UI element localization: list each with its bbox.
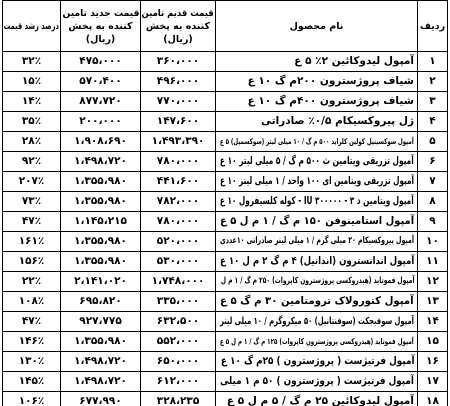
- product-name-cell: [216, 232, 417, 251]
- new-price-text: ۸۷۷،۷۲۰: [79, 95, 122, 107]
- price-growth-text: ۱۴۵٪: [18, 375, 45, 387]
- new-price-text: ۱،۴۹۸،۷۲۰: [74, 355, 127, 367]
- product-name-cell: [216, 92, 417, 111]
- row-number-text: ۹: [429, 215, 436, 227]
- row-number-cell: [418, 312, 447, 331]
- price-growth-text: ۱۰۸٪: [18, 295, 45, 307]
- header-new-price-unit: (ریال): [85, 33, 116, 45]
- row-number-cell: [418, 152, 447, 171]
- header-product-name-label: نام محصول: [289, 20, 344, 32]
- product-name-cell: [216, 52, 417, 71]
- header-price-growth: [3, 1, 60, 51]
- new-price-text: ۱،۹۰۸،۶۹۰: [74, 135, 127, 147]
- price-growth-cell: [3, 112, 60, 131]
- price-growth-text: ۴۷٪: [21, 215, 42, 227]
- product-name-cell: [216, 192, 417, 211]
- row-number-text: ۴: [429, 115, 436, 127]
- old-price-cell: [141, 172, 215, 191]
- old-price-cell: [141, 232, 215, 251]
- price-growth-text: ۱۴۶٪: [18, 335, 45, 347]
- row-number-text: ۵: [429, 135, 436, 147]
- old-price-cell: [141, 292, 215, 311]
- header-new-price-line: کننده به پخش: [68, 20, 133, 32]
- price-growth-cell: [3, 312, 60, 331]
- product-name-cell: [216, 172, 417, 191]
- header-price-growth-label: درصد رشد قیمت: [3, 20, 60, 32]
- old-price-text: ۱،۷۴۸،۰۰۰: [151, 275, 205, 287]
- row-number-text: ۲: [429, 75, 436, 87]
- old-price-text: ۴۴۱،۶۰۰: [156, 175, 200, 187]
- new-price-cell: [61, 152, 140, 171]
- old-price-cell: [141, 372, 215, 391]
- old-price-text: ۷۸۲،۰۰۰: [156, 195, 200, 207]
- old-price-cell: [141, 192, 215, 211]
- header-row-number-label: ردیف: [419, 20, 446, 32]
- old-price-cell: [141, 392, 215, 406]
- old-price-text: ۵۳۰،۰۰۰: [156, 255, 200, 267]
- product-name-cell: [216, 152, 417, 171]
- price-growth-cell: [3, 272, 60, 291]
- row-number-text: ۱۸: [426, 395, 439, 406]
- product-name-text: آمپول فموتاید (هیدروکسی پروژسترون کاپروات) ۱۲۵ م گ / ۱ م ل ۵ ع: [220, 337, 414, 346]
- row-number-cell: [418, 72, 447, 91]
- price-growth-cell: [3, 292, 60, 311]
- price-growth-cell: [3, 152, 60, 171]
- new-price-text: ۱،۴۹۸،۷۲۰: [74, 155, 127, 167]
- product-name-cell: [216, 72, 417, 91]
- new-price-text: ۴۷۵،۰۰۰: [79, 55, 122, 67]
- row-number-cell: [418, 332, 447, 351]
- new-price-cell: [61, 272, 140, 291]
- old-price-text: ۳۳۵،۰۰۰: [156, 295, 200, 307]
- price-growth-text: ۲۲٪: [21, 275, 42, 287]
- price-growth-cell: [3, 392, 60, 406]
- header-old-price-line: قیمت قدیم تامین: [141, 7, 215, 19]
- price-growth-text: ۱۵۶٪: [18, 255, 45, 267]
- old-price-cell: [141, 132, 215, 151]
- new-price-text: ۲،۱۴۱،۰۲۰: [74, 275, 127, 287]
- row-number-text: ۱۴: [426, 315, 439, 327]
- old-price-cell: [141, 312, 215, 331]
- old-price-text: ۷۸۰،۰۰۰: [156, 155, 200, 167]
- new-price-text: ۱،۳۵۵،۹۸۰: [74, 195, 127, 207]
- old-price-text: ۳۶۰،۰۰۰: [156, 55, 200, 67]
- old-price-text: ۷۷۰،۰۰۰: [156, 95, 200, 107]
- row-number-text: ۶: [429, 155, 436, 167]
- new-price-text: ۱،۳۵۵،۹۸۰: [74, 235, 127, 247]
- old-price-cell: [141, 212, 215, 231]
- new-price-cell: [61, 52, 140, 71]
- header-row-number: [418, 1, 447, 51]
- product-name-cell: [216, 312, 417, 331]
- price-growth-cell: [3, 172, 60, 191]
- product-name-text: آمپول فرتیژست ( پروژسترون ) ۵۰ م ۱ میلی: [220, 375, 414, 387]
- new-price-cell: [61, 72, 140, 91]
- row-number-text: ۱۲: [426, 275, 439, 287]
- price-growth-cell: [3, 372, 60, 391]
- product-name-text: آمپول اندانسترون (اندانیل) ۴ م گ ۲ م ل ۱۰ ع: [219, 255, 414, 267]
- price-growth-cell: [3, 212, 60, 231]
- product-name-cell: [216, 132, 417, 151]
- new-price-cell: [61, 92, 140, 111]
- new-price-cell: [61, 252, 140, 271]
- row-number-text: ۸: [429, 195, 436, 207]
- product-name-cell: [216, 352, 417, 371]
- old-price-text: ۶۳۲،۵۰۰: [156, 315, 200, 327]
- price-growth-text: ۲۰۷٪: [18, 175, 45, 187]
- product-name-text: آمپول تزریقی ویتامین ای ۱۰۰ واحد / ۱ میلی لیتر ۱۰ ع: [219, 175, 414, 187]
- new-price-text: ۶۷۷،۹۹۰: [79, 395, 122, 406]
- old-price-text: ۱۴۷،۶۰۰: [156, 115, 200, 127]
- product-name-text: آمپول فموتاید (هیدروکسی پروژسترون کاپروات) ۲۵۰ م گ / ۱ م ل: [220, 276, 414, 286]
- price-growth-cell: [3, 132, 60, 151]
- row-number-cell: [418, 92, 447, 111]
- product-name-text: آمپول استامینوفن ۱۵۰ م گ / ۱ م ل ۵ ع: [219, 215, 414, 227]
- row-number-text: ۱۷: [426, 375, 439, 387]
- price-growth-cell: [3, 352, 60, 371]
- product-name-text: آمپول تزریقی ویتامین ث ۵۰۰ م گ / ۵ میلی لیتر ۱۰ ع: [220, 155, 414, 167]
- price-growth-text: ۳۵٪: [21, 115, 42, 127]
- new-price-cell: [61, 232, 140, 251]
- new-price-cell: [61, 332, 140, 351]
- price-growth-cell: [3, 252, 60, 271]
- row-number-text: ۱۵: [426, 335, 439, 347]
- row-number-cell: [418, 252, 447, 271]
- product-name-cell: [216, 212, 417, 231]
- header-old-price: [141, 1, 215, 51]
- row-number-cell: [418, 192, 447, 211]
- product-name-cell: [216, 332, 417, 351]
- product-name-cell: [216, 372, 417, 391]
- new-price-cell: [61, 292, 140, 311]
- product-name-text: آمپول فرتیژست ( پروژسترون ) ۲۵م گ ۱۰ ع: [220, 355, 414, 367]
- product-name-text: آمپول کتورولاک ترومتامین ۳۰ م گ ۵ ع: [220, 295, 414, 307]
- price-growth-text: ۹۲٪: [21, 155, 42, 167]
- row-number-cell: [418, 132, 447, 151]
- old-price-cell: [141, 252, 215, 271]
- old-price-text: ۶۱۲،۰۰۰: [156, 375, 200, 387]
- old-price-text: ۵۵۲،۰۰۰: [156, 335, 200, 347]
- header-old-price-line: کننده به پخش: [145, 20, 211, 32]
- price-table: [2, 0, 448, 406]
- old-price-cell: [141, 352, 215, 371]
- price-growth-text: ۱۶۱٪: [18, 235, 45, 247]
- old-price-cell: [141, 52, 215, 71]
- new-price-text: ۱،۳۵۵،۹۸۰: [74, 335, 127, 347]
- price-growth-text: ۱۳۰٪: [18, 355, 45, 367]
- new-price-cell: [61, 172, 140, 191]
- old-price-cell: [141, 112, 215, 131]
- row-number-text: ۷: [429, 175, 436, 187]
- row-number-cell: [418, 52, 447, 71]
- price-growth-text: ۱۵٪: [21, 75, 42, 87]
- product-name-cell: [216, 272, 417, 291]
- row-number-cell: [418, 172, 447, 191]
- row-number-text: ۳: [429, 95, 436, 107]
- header-old-price-unit: (ریال): [163, 33, 193, 45]
- old-price-cell: [141, 72, 215, 91]
- new-price-text: ۱،۴۹۸،۷۲۰: [74, 375, 127, 387]
- old-price-cell: [141, 332, 215, 351]
- old-price-cell: [141, 272, 215, 291]
- new-price-text: ۵۷۰،۴۰۰: [79, 75, 122, 87]
- product-name-cell: [216, 252, 417, 271]
- old-price-text: ۱،۴۹۳،۳۹۰: [151, 135, 205, 147]
- new-price-text: ۹۲۷،۷۷۵: [79, 315, 122, 327]
- header-product-name: [216, 1, 417, 51]
- product-name-text: آمپول سوفیجکت (سوفنتانیل) ۵۰ میکروگرم / ۱۰ میلی لیتر: [220, 316, 414, 327]
- price-growth-cell: [3, 232, 60, 251]
- price-growth-text: ۷۳٪: [21, 195, 42, 207]
- header-new-price: [61, 1, 140, 51]
- product-name-text: ژل پیروکسیکام ۰/۵٪ صادراتی: [261, 115, 414, 127]
- new-price-cell: [61, 192, 140, 211]
- old-price-text: ۵۲۰،۰۰۰: [156, 235, 200, 247]
- new-price-cell: [61, 212, 140, 231]
- row-number-text: ۱۱: [426, 255, 439, 267]
- new-price-cell: [61, 312, 140, 331]
- old-price-text: ۳۲۸،۲۳۵: [156, 395, 200, 406]
- price-growth-text: ۱۴٪: [21, 95, 42, 107]
- product-name-text: آمپول سوکسینیل کولین کلراید ۵۰۰ م گ / ۱۰ میلی لیتر (سوکسمیل) ۵ ع: [220, 137, 414, 146]
- price-growth-text: ۲۸٪: [21, 135, 42, 147]
- new-price-text: ۲۰۰،۰۰۰: [79, 115, 122, 127]
- row-number-cell: [418, 392, 447, 406]
- old-price-text: ۷۸۰،۰۰۰: [156, 215, 200, 227]
- new-price-text: ۱،۳۵۵،۹۸۰: [74, 175, 127, 187]
- new-price-text: ۱،۱۴۵،۲۱۵: [74, 215, 127, 227]
- price-growth-cell: [3, 332, 60, 351]
- product-name-cell: [216, 392, 417, 406]
- new-price-cell: [61, 132, 140, 151]
- old-price-text: ۶۵۰،۰۰۰: [156, 355, 200, 367]
- price-growth-text: ۱۰۶٪: [18, 395, 45, 406]
- row-number-cell: [418, 212, 447, 231]
- old-price-cell: [141, 92, 215, 111]
- old-price-text: ۴۹۶،۰۰۰: [156, 75, 200, 87]
- row-number-cell: [418, 272, 447, 291]
- new-price-cell: [61, 352, 140, 371]
- price-growth-cell: [3, 192, 60, 211]
- new-price-text: ۱،۳۵۵،۹۸۰: [74, 255, 127, 267]
- new-price-cell: [61, 372, 140, 391]
- row-number-text: ۱: [429, 55, 436, 67]
- product-name-text: شیاف پروژسترون ۴۰۰م گ ۱۰ ع: [247, 95, 414, 107]
- row-number-cell: [418, 232, 447, 251]
- price-growth-cell: [3, 92, 60, 111]
- header-new-price-line: قیمت جدید تامین: [61, 7, 139, 19]
- new-price-text: ۶۹۵،۸۲۰: [79, 295, 122, 307]
- product-name-cell: [216, 292, 417, 311]
- old-price-cell: [141, 152, 215, 171]
- row-number-cell: [418, 372, 447, 391]
- row-number-text: ۱۶: [426, 355, 439, 367]
- row-number-cell: [418, 112, 447, 131]
- product-name-text: شیاف پروژسترون ۲۰۰م گ ۱۰ ع: [247, 75, 414, 87]
- price-growth-text: ۴۷٪: [21, 315, 42, 327]
- row-number-text: ۱۳: [426, 295, 439, 307]
- row-number-text: ۱۰: [426, 235, 439, 247]
- row-number-cell: [418, 352, 447, 371]
- product-name-text: آمپول پیروکسیکام ۲۰ میلی گرم / ۱ میلی لیتر صادراتی ۱۰عددی: [220, 236, 414, 246]
- product-name-cell: [216, 112, 417, 131]
- product-name-text: آمپول لیدوکائین ۲٪ ۵ ع: [294, 55, 414, 67]
- new-price-cell: [61, 392, 140, 406]
- product-name-text: آمپول ویتامین د ۳ - ۳۰۰۰۰۰ IU - کوله کلسیفرول ۱۰ ع: [220, 195, 414, 207]
- product-name-text: آمپول لیدوکائین ۲۵ م گ / ۵ م ل ۵ ع: [226, 395, 414, 406]
- price-growth-cell: [3, 52, 60, 71]
- price-growth-text: ۳۲٪: [21, 55, 42, 67]
- price-growth-cell: [3, 72, 60, 91]
- row-number-cell: [418, 292, 447, 311]
- new-price-cell: [61, 112, 140, 131]
